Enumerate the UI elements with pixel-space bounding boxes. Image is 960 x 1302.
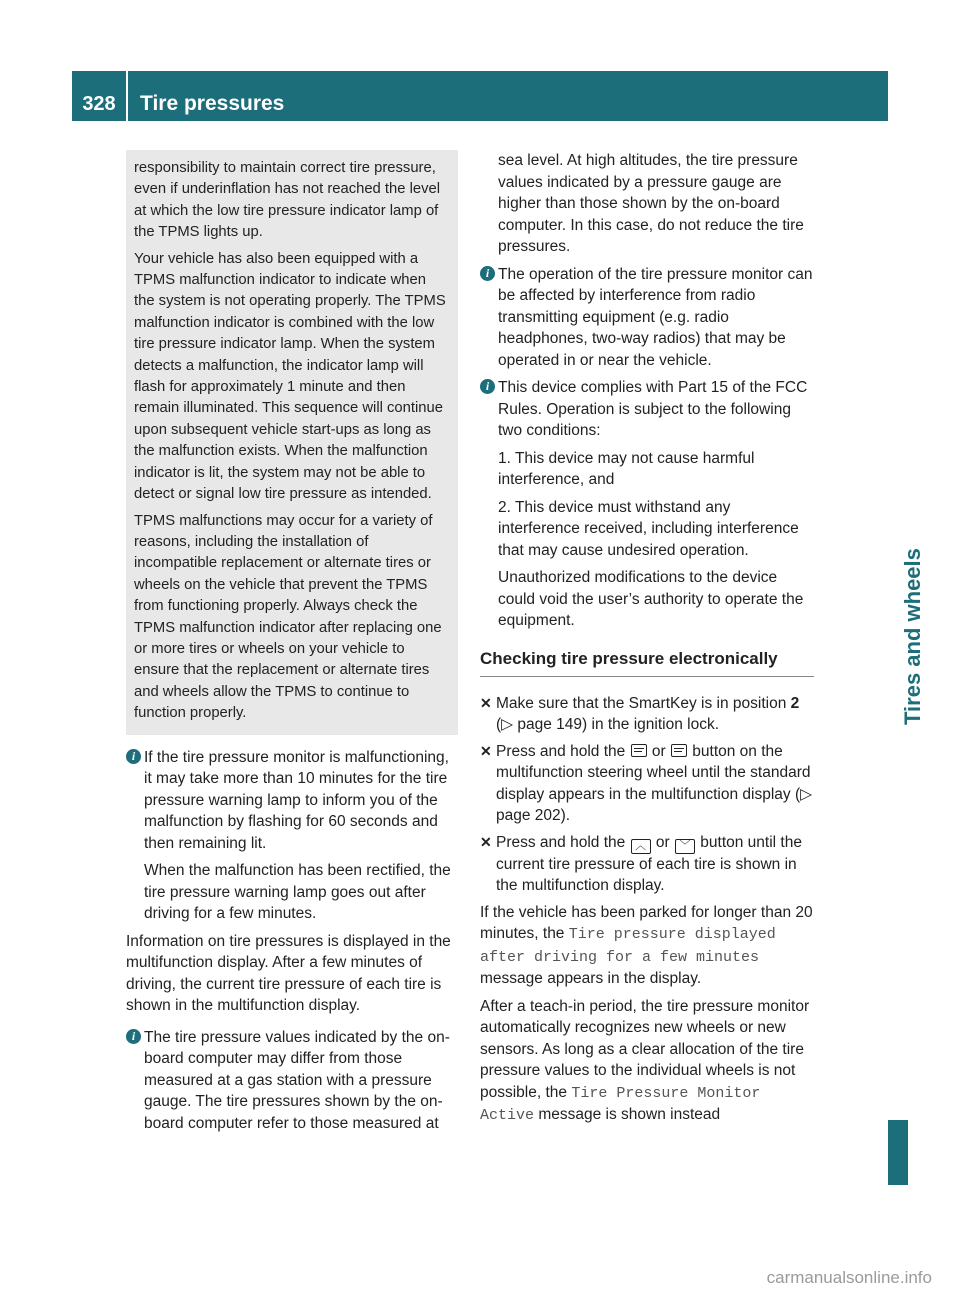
down-button-icon: ﹀ <box>675 839 695 854</box>
step-text: Make sure that the SmartKey is in position <box>496 694 791 712</box>
up-button-icon: ︿ <box>631 839 651 854</box>
step-text: or <box>651 833 674 851</box>
condition-text: 2. This device must withstand any interference received, including interference that may cause undesired operation. <box>498 498 799 559</box>
instruction-step <box>480 832 814 897</box>
instruction-step <box>480 741 814 827</box>
step-text: button until the current tire pressure of each tire is shown in the multifunction display. <box>496 833 802 894</box>
warning-paragraph: TPMS malfunctions may occur for a variety of reasons, including the installation of incompatible replacement or alternate tires or wheels on the vehicle that prevent the TPMS from functioning properly. Always check the TPMS malfunction indicator after replacing one or more tires or wheels on your vehicle to ensure that the replacement or alternate tires and wheels allow the TPMS to continue to function properly. <box>134 512 442 722</box>
watermark: carmanualsonline.info <box>766 1268 932 1287</box>
info-text: The tire pressure values indicated by the on-board computer may differ from those measured at a gas station with a pressure gauge. The tire pressures shown by the on-board computer refer to those measured at <box>144 1028 450 1132</box>
header-divider <box>126 71 128 121</box>
warning-paragraph: Your vehicle has also been equipped with a TPMS malfunction indicator to indicate when the system is not operating properly. The TPMS malfunction indicator is combined with the low tire pressure indicator lamp. When the system detects a malfunction, the indicator lamp will flash for approximately 1 minute and then remain illuminated. This sequence will continue upon subsequent vehicle start-ups as long as the malfunction exists. When the malfunction indicator is lit, the system may not be able to detect or signal low tire pressure as intended. <box>134 250 446 503</box>
step-arrow-icon: ✕ <box>480 833 492 850</box>
display-message: Tire Pressure Monitor Active <box>480 1084 761 1124</box>
side-tab-label: Tires and wheels <box>900 548 925 725</box>
body-text: message is shown instead <box>534 1106 721 1123</box>
left-column <box>126 150 460 1140</box>
section-heading: Checking tire pressure electronically <box>480 648 814 677</box>
info-note <box>480 377 814 632</box>
body-text: If the vehicle has been parked for longer than 20 minutes, the <box>480 903 813 942</box>
step-text: Press and hold the <box>496 742 630 760</box>
warning-paragraph: responsibility to maintain correct tire pressure, even if underinflation has not reached the level at which the low tire pressure indicator lamp of the TPMS lights up. <box>134 160 441 241</box>
body-text: message appears in the display. <box>480 970 702 987</box>
info-text: The operation of the tire pressure monitor can be affected by interference from radio transmitting equipment (e.g. radio headphones, two-way radios) that may be operated in or near the vehicle. <box>498 265 813 369</box>
display-forward-button-icon <box>671 744 687 757</box>
step-text: button on the multifunction steering wheel until the standard display appears in the multifunction display (▷ page 202). <box>496 742 813 824</box>
step-key-position: 2 <box>790 694 800 712</box>
info-note <box>126 1027 460 1135</box>
info-note <box>126 747 460 925</box>
info-text-continued: sea level. At high altitudes, the tire pressure values indicated by a pressure gauge are higher than those shown by the on-board computer. In this case, do not reduce the tire pressures. <box>498 152 804 255</box>
info-icon: i <box>480 266 495 281</box>
info-icon: i <box>126 1029 141 1044</box>
info-text: If the tire pressure monitor is malfunctioning, it may take more than 10 minutes for the tire pressure warning lamp to inform you of the malfunction by flashing for 60 seconds and then remaining lit. <box>144 748 449 852</box>
side-tab-marker <box>888 1120 908 1185</box>
step-text: (▷ page 149) in the ignition lock. <box>496 716 720 733</box>
info-text: This device complies with Part 15 of the FCC Rules. Operation is subject to the following two conditions: <box>498 379 808 439</box>
body-paragraph <box>480 996 814 1127</box>
display-message: Tire pressure displayed after driving for a few minutes <box>480 926 776 966</box>
right-column <box>480 150 814 1133</box>
body-text: After a teach-in period, the tire pressure monitor automatically recognizes new wheels or new sensors. As long as a clear allocation of the tire pressure values to the individual wheels is not possible, the <box>480 997 810 1101</box>
step-arrow-icon: ✕ <box>480 694 492 711</box>
step-arrow-icon: ✕ <box>480 742 492 759</box>
info-icon: i <box>126 749 141 764</box>
warning-box <box>126 150 458 735</box>
page-title: Tire pressures <box>140 92 285 115</box>
step-text: Press and hold the <box>496 833 630 851</box>
info-text: Unauthorized modifications to the device could void the user’s authority to operate the equipment. <box>498 569 804 629</box>
display-back-button-icon <box>631 744 647 757</box>
info-note <box>480 264 814 372</box>
page-number: 328 <box>82 93 116 115</box>
body-paragraph: Information on tire pressures is displayed in the multifunction display. After a few minutes of driving, the current tire pressure of each tire is shown in the multifunction display. <box>126 932 451 1015</box>
info-icon: i <box>480 379 495 394</box>
body-paragraph <box>480 902 814 990</box>
info-text: When the malfunction has been rectified, the tire pressure warning lamp goes out after driving for a few minutes. <box>144 862 451 923</box>
instruction-step <box>480 693 814 736</box>
step-text: or <box>647 742 670 760</box>
condition-text: 1. This device may not cause harmful interference, and <box>498 449 755 488</box>
